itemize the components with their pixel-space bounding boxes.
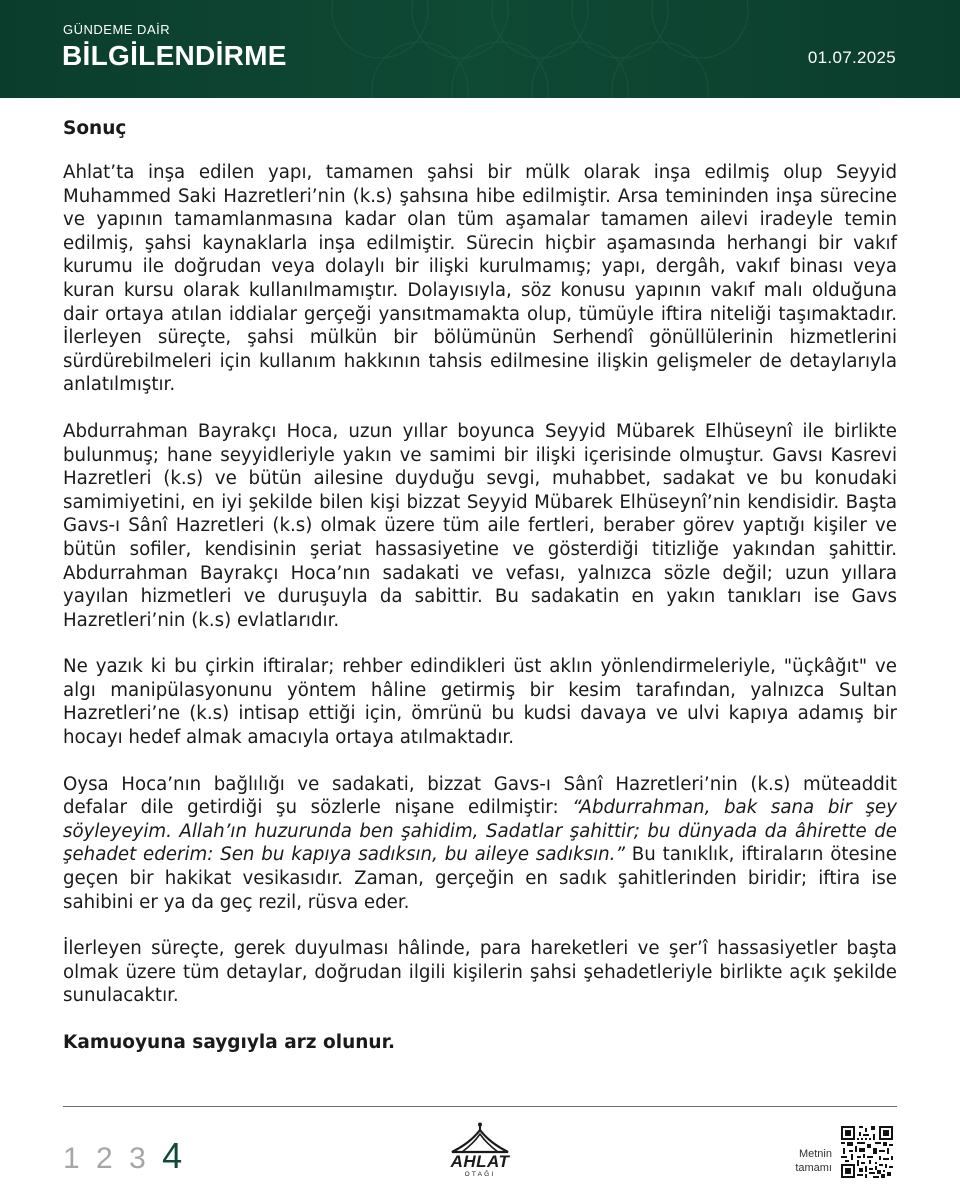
page-number-current[interactable]: 4 (162, 1135, 187, 1176)
paragraph-1: Ahlat’ta inşa edilen yapı, tamamen şahsi bir mülk olarak inşa edilmiş olup Seyyid Muhammed Saki Hazretleri’nin (k.s) şahsına hibe edilmiştir. Arsa temininden inşa sürecine ve yapının tamamlanmasına kadar olan tüm aşamalar tamamen ailevi iradeyle temin edilmiş, şahsi kaynaklarla inşa edilmiştir. Sürecin hiçbir aşamasında herhangi bir vakıf kurumu ile doğrudan veya dolaylı bir ilişki kurulmamış; yapı, dergâh, vakıf binası veya kuran kursu olarak kullanılmamıştır. Dolayısıyla, söz konusu yapının vakıf malı olduğuna dair ortaya atılan iddialar gerçeği yansıtmamakta olup, tümüyle iftira niteliği taşımaktadır. İlerleyen süreçte, şahsi mülkün bir bölümünün Serhendî gönüllülerinin hizmetlerini sürdürebilmeleri için kullanım hakkının tahsis edilmesine ilişkin gelişmeler de detaylarıyla anlatılmıştır. (63, 162, 897, 396)
logo-wordmark: AHLAT (450, 1152, 510, 1171)
closing-statement: Kamuoyuna saygıyla arz olunur. (63, 1032, 396, 1053)
paragraph-3: Ne yazık ki bu çirkin iftiralar; rehber edindikleri üst aklın yönlendirmeleriyle, "üçkâğıt" ve algı manipülasyonunu yöntem hâline getirmiş bir kesim tarafından, yalnızca Sultan Hazretleri’ne (k.s) intisap ettiği için, ömrünü bu kudsi davaya ve ulvi kapıya adamış bir hocayı hedef almak amacıyla ortaya atılmaktadır. (63, 656, 897, 749)
paragraph-5: İlerleyen süreçte, gerek duyulması hâlinde, para hareketleri ve şer’î hassasiyetler başta olmak üzere tüm detaylar, doğrudan ilgili kişilerin şahsi şehadetleriyle birlikte açık şekilde sunulacaktır. (63, 938, 897, 1007)
paragraph-4-outro: Bu tanıklık, iftiraların ötesine geçen bir hakikat vesikasıdır. Zaman, gerçeğin en sadık şahitlerinden biridir; iftira ise sahibini er ya da geç rezil, rüsva eder. (63, 844, 897, 913)
page-number-3[interactable]: 3 (129, 1142, 150, 1175)
header-kicker: GÜNDEME DAİR (63, 22, 171, 37)
page-title: BİLGİLENDİRME (62, 40, 287, 71)
ahlat-otagi-logo (444, 1122, 516, 1180)
paragraph-2: Abdurrahman Bayrakçı Hoca, uzun yıllar boyunca Seyyid Mübarek Elhüseynî ile birlikte bulunmuş; hane seyyidleriyle yakın ve samimi bir ilişki içerisinde olmuştur. Gavsı Kasrevi Hazretleri (k.s) ve bütün ailesine duyduğu sevgi, muhabbet, sadakat ve bu konudaki samimiyetini, en iyi şekilde bilen kişi bizzat Seyyid Mübarek Elhüseynî’nin kendisidir. Başta Gavs-ı Sânî Hazretleri (k.s) olmak üzere tüm aile fertleri, beraber görev yaptığı kişiler ve bütün sofiler, kendisinin şeriat hassasiyetine ve gösterdiği titizliğe yakından şahittir. Abdurrahman Bayrakçı Hoca’nın sadakati ve vefası, yalnızca sözle değil; uzun yıllara yayılan hizmetleri ve duruşuyla da sabittir. Bu sadakatin en yakın tanıkları ise Gavs Hazretleri’nin (k.s) evlatlarıdır. (63, 420, 897, 631)
section-title: Sonuç (63, 118, 127, 139)
logo-subtext: OTAĞI (464, 1171, 496, 1178)
article-body (63, 117, 897, 1055)
paragraph-4-intro: Oysa Hoca’nın bağlılığı ve sadakati, bizzat Gavs-ı Sânî Hazretleri’nin (k.s) müteaddit defalar dile getirdiği şu sözlerle nişane edilmiştir: (63, 773, 897, 819)
qr-label (770, 1147, 832, 1175)
page-number-2[interactable]: 2 (96, 1142, 117, 1175)
header-date: 01.07.2025 (807, 48, 896, 67)
qr-label-line-1: Metnin (798, 1148, 832, 1160)
header-banner (0, 0, 960, 98)
qr-code-icon[interactable] (841, 1126, 893, 1178)
footer-divider (63, 1106, 897, 1107)
paragraph-4 (63, 773, 897, 915)
qr-label-line-2: tamamı (795, 1162, 832, 1174)
paragraph-4-quote: “Abdurrahman, bak sana bir şey söyleyeyim. Allah’ın huzurunda ben şahidim, Sadatlar şahittir; bu dünyada da âhirette de şehadet ederim: Sen bu kapıya sadıksın, bu aileye sadıksın.” (63, 797, 897, 866)
page-indicator (63, 1135, 186, 1177)
page-number-1[interactable]: 1 (63, 1142, 84, 1175)
tent-icon (444, 1122, 516, 1156)
